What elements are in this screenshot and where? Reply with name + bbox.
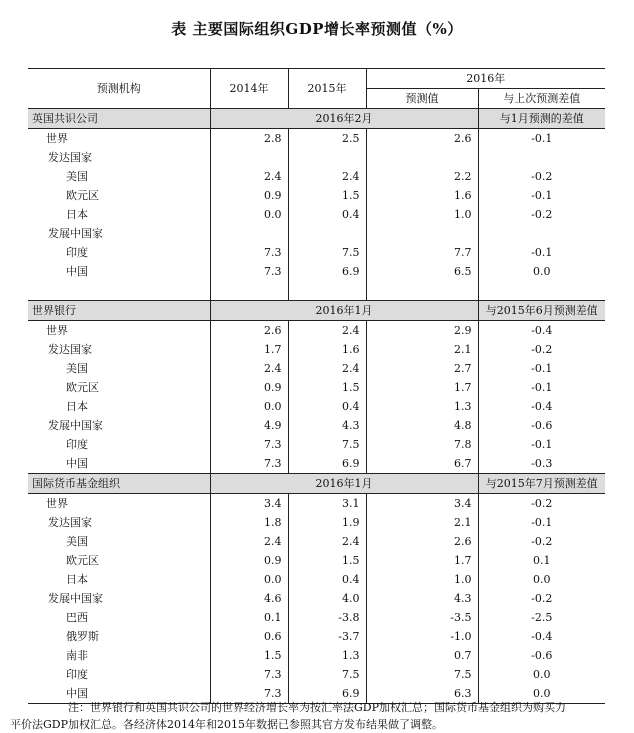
cell-2016-diff: -0.1 <box>478 129 605 149</box>
cell-2015: 1.6 <box>288 340 366 359</box>
table-row <box>28 167 605 186</box>
cell-2016-forecast: 2.1 <box>366 513 478 532</box>
row-label: 日本 <box>66 573 88 586</box>
cell-2014: 1.5 <box>210 646 288 665</box>
cell-2016-forecast: 2.7 <box>366 359 478 378</box>
cell-2016-diff: -0.1 <box>478 513 605 532</box>
cell-2014: 2.6 <box>210 321 288 341</box>
row-label: 美国 <box>66 362 88 375</box>
cell-2016-diff: -0.1 <box>478 435 605 454</box>
cell-2015: 4.0 <box>288 589 366 608</box>
cell-2015: 0.4 <box>288 397 366 416</box>
table-row <box>28 570 605 589</box>
cell-2016-forecast: 1.7 <box>366 378 478 397</box>
row-label: 巴西 <box>66 611 88 624</box>
cell-2016-diff: 0.0 <box>478 684 605 704</box>
cell-2016-diff: -0.1 <box>478 243 605 262</box>
cell-2016-diff: 0.0 <box>478 665 605 684</box>
header-row-1 <box>28 69 605 89</box>
table-row <box>28 321 605 341</box>
table-row <box>28 608 605 627</box>
header-2015: 2015年 <box>288 69 366 109</box>
cell-2016-diff <box>478 148 605 167</box>
table-row <box>28 435 605 454</box>
cell-2014: 7.3 <box>210 665 288 684</box>
table-row <box>28 148 605 167</box>
cell-2015: 0.4 <box>288 570 366 589</box>
cell-2015: 6.9 <box>288 262 366 281</box>
cell-2014: 0.9 <box>210 186 288 205</box>
table-row <box>28 129 605 149</box>
spacer-row <box>28 281 605 301</box>
cell-2016-diff: 0.0 <box>478 262 605 281</box>
row-label: 印度 <box>66 246 88 259</box>
cell-2015: 1.3 <box>288 646 366 665</box>
table-row <box>28 243 605 262</box>
cell-2016-diff: -0.3 <box>478 454 605 474</box>
cell-2016-diff: -0.1 <box>478 359 605 378</box>
cell-2015: 2.4 <box>288 167 366 186</box>
cell-2016-forecast: 2.1 <box>366 340 478 359</box>
cell-2014: 0.0 <box>210 397 288 416</box>
section-header-row <box>28 474 605 494</box>
table-row <box>28 454 605 474</box>
cell-2016-diff: -0.2 <box>478 494 605 514</box>
row-label: 欧元区 <box>66 381 99 394</box>
cell-2016-diff: 0.1 <box>478 551 605 570</box>
cell-2014: 0.0 <box>210 205 288 224</box>
cell-2014: 7.3 <box>210 435 288 454</box>
row-label: 发展中国家 <box>48 227 103 240</box>
cell-2016-forecast: 1.6 <box>366 186 478 205</box>
table-row <box>28 397 605 416</box>
cell-2016-diff: -0.4 <box>478 627 605 646</box>
cell-2016-diff: -0.2 <box>478 532 605 551</box>
cell-2016-forecast: 2.6 <box>366 129 478 149</box>
section-org: 英国共识公司 <box>28 109 210 129</box>
cell-2015: 2.4 <box>288 321 366 341</box>
section-date: 2016年2月 <box>210 109 478 129</box>
cell-2015: 7.5 <box>288 243 366 262</box>
row-label: 日本 <box>66 400 88 413</box>
cell-2014: 7.3 <box>210 243 288 262</box>
table-row <box>28 378 605 397</box>
cell-2014: 0.1 <box>210 608 288 627</box>
table-row <box>28 532 605 551</box>
cell-2014: 2.4 <box>210 359 288 378</box>
cell-2015: 2.4 <box>288 359 366 378</box>
cell-2015: 7.5 <box>288 665 366 684</box>
row-label: 发展中国家 <box>48 419 103 432</box>
cell-2016-diff <box>478 224 605 243</box>
table-row <box>28 494 605 514</box>
cell-2015: 3.1 <box>288 494 366 514</box>
row-label: 美国 <box>66 170 88 183</box>
footnote <box>10 699 624 733</box>
cell-2016-forecast: -3.5 <box>366 608 478 627</box>
cell-2016-diff: -0.1 <box>478 378 605 397</box>
cell-2016-forecast: 1.0 <box>366 570 478 589</box>
row-label: 日本 <box>66 208 88 221</box>
row-label: 世界 <box>46 497 68 510</box>
cell-2015: -3.8 <box>288 608 366 627</box>
cell-2014: 7.3 <box>210 454 288 474</box>
spacer-cell <box>288 281 366 301</box>
cell-2014: 1.7 <box>210 340 288 359</box>
section-diff-label: 与1月预测的差值 <box>478 109 605 129</box>
section-header-row <box>28 301 605 321</box>
cell-2014: 4.6 <box>210 589 288 608</box>
table-body <box>28 109 605 704</box>
footnote-line-1: 注：世界银行和英国共识公司的世界经济增长率为按汇率法GDP加权汇总；国际货币基金组织为购买力 <box>68 701 567 714</box>
gdp-forecast-table <box>28 68 605 704</box>
table-row <box>28 262 605 281</box>
row-label: 南非 <box>66 649 88 662</box>
table-row <box>28 416 605 435</box>
cell-2014: 7.3 <box>210 262 288 281</box>
cell-2016-forecast: 7.7 <box>366 243 478 262</box>
cell-2016-diff: -0.2 <box>478 340 605 359</box>
row-label: 印度 <box>66 668 88 681</box>
cell-2016-diff: -0.2 <box>478 167 605 186</box>
row-label: 发达国家 <box>48 516 92 529</box>
cell-2015: 0.4 <box>288 205 366 224</box>
table-row <box>28 513 605 532</box>
cell-2016-diff: -0.4 <box>478 397 605 416</box>
cell-2014: 1.8 <box>210 513 288 532</box>
spacer-cell <box>28 281 210 301</box>
cell-2015: 7.5 <box>288 435 366 454</box>
cell-2016-forecast <box>366 224 478 243</box>
cell-2015: 1.9 <box>288 513 366 532</box>
table-row <box>28 665 605 684</box>
cell-2015: 4.3 <box>288 416 366 435</box>
cell-2016-forecast: 0.7 <box>366 646 478 665</box>
spacer-cell <box>478 281 605 301</box>
row-label: 中国 <box>28 684 210 704</box>
row-label: 欧元区 <box>66 189 99 202</box>
table-row <box>28 340 605 359</box>
row-label: 美国 <box>66 535 88 548</box>
section-org: 世界银行 <box>28 301 210 321</box>
cell-2016-forecast: 3.4 <box>366 494 478 514</box>
row-label: 中国 <box>66 265 88 278</box>
cell-2014: 3.4 <box>210 494 288 514</box>
cell-2014 <box>210 148 288 167</box>
cell-2014: 2.8 <box>210 129 288 149</box>
cell-2014: 0.0 <box>210 570 288 589</box>
footnote-line-2: 平价法GDP加权汇总。各经济体2014年和2015年数据已参照其官方发布结果做了调整。 <box>10 718 443 731</box>
cell-2015: -3.7 <box>288 627 366 646</box>
header-2014: 2014年 <box>210 69 288 109</box>
cell-2016-forecast: 4.3 <box>366 589 478 608</box>
cell-2015 <box>288 224 366 243</box>
cell-2016-diff: -0.1 <box>478 186 605 205</box>
row-label: 世界 <box>46 324 68 337</box>
section-date: 2016年1月 <box>210 474 478 494</box>
cell-2016-diff: -0.2 <box>478 589 605 608</box>
cell-2014 <box>210 224 288 243</box>
table-row <box>28 646 605 665</box>
cell-2015: 6.9 <box>288 454 366 474</box>
table-row <box>28 205 605 224</box>
table-row <box>28 551 605 570</box>
cell-2015: 2.4 <box>288 532 366 551</box>
cell-2016-diff: -0.2 <box>478 205 605 224</box>
cell-2016-forecast: 2.9 <box>366 321 478 341</box>
cell-2016-diff: -0.6 <box>478 646 605 665</box>
cell-2016-forecast: 6.7 <box>366 454 478 474</box>
cell-2015: 1.5 <box>288 551 366 570</box>
cell-2016-forecast: 1.3 <box>366 397 478 416</box>
cell-2016-diff: 0.0 <box>478 570 605 589</box>
spacer-cell <box>366 281 478 301</box>
row-label: 俄罗斯 <box>66 630 99 643</box>
cell-2015: 2.5 <box>288 129 366 149</box>
cell-2016-diff: -0.4 <box>478 321 605 341</box>
cell-2016-forecast: 7.8 <box>366 435 478 454</box>
row-label: 发达国家 <box>48 343 92 356</box>
cell-2016-forecast: 1.0 <box>366 205 478 224</box>
cell-2014: 0.9 <box>210 378 288 397</box>
row-label: 发达国家 <box>48 151 92 164</box>
cell-2015: 6.9 <box>288 684 366 704</box>
row-label: 欧元区 <box>66 554 99 567</box>
table-row <box>28 224 605 243</box>
table-row <box>28 589 605 608</box>
cell-2014: 2.4 <box>210 532 288 551</box>
section-date: 2016年1月 <box>210 301 478 321</box>
table-title: 表 主要国际组织GDP增长率预测值（%） <box>171 20 463 38</box>
row-label: 发展中国家 <box>48 592 103 605</box>
row-label: 印度 <box>66 438 88 451</box>
row-label: 世界 <box>46 132 68 145</box>
row-label: 中国 <box>66 457 88 470</box>
cell-2015: 1.5 <box>288 186 366 205</box>
cell-2015: 1.5 <box>288 378 366 397</box>
cell-2014: 7.3 <box>210 684 288 704</box>
cell-2016-forecast: 2.2 <box>366 167 478 186</box>
cell-2014: 4.9 <box>210 416 288 435</box>
cell-2016-forecast <box>366 148 478 167</box>
section-diff-label: 与2015年7月预测差值 <box>478 474 605 494</box>
spacer-cell <box>210 281 288 301</box>
cell-2016-diff: -0.6 <box>478 416 605 435</box>
cell-2016-forecast: 2.6 <box>366 532 478 551</box>
cell-2015 <box>288 148 366 167</box>
cell-2014: 0.9 <box>210 551 288 570</box>
table-row <box>28 359 605 378</box>
header-diff: 与上次预测差值 <box>478 89 605 109</box>
header-2016: 2016年 <box>366 69 605 89</box>
cell-2016-forecast: 1.7 <box>366 551 478 570</box>
cell-2014: 0.6 <box>210 627 288 646</box>
cell-2016-forecast: 7.5 <box>366 665 478 684</box>
table-row <box>28 627 605 646</box>
cell-2016-forecast: 6.5 <box>366 262 478 281</box>
cell-2016-forecast: -1.0 <box>366 627 478 646</box>
cell-2016-diff: -2.5 <box>478 608 605 627</box>
cell-2016-forecast: 4.8 <box>366 416 478 435</box>
table-row <box>28 186 605 205</box>
cell-2016-forecast: 6.3 <box>366 684 478 704</box>
section-diff-label: 与2015年6月预测差值 <box>478 301 605 321</box>
header-forecast: 预测值 <box>366 89 478 109</box>
section-header-row <box>28 109 605 129</box>
header-org: 预测机构 <box>28 69 210 109</box>
cell-2014: 2.4 <box>210 167 288 186</box>
section-org: 国际货币基金组织 <box>28 474 210 494</box>
